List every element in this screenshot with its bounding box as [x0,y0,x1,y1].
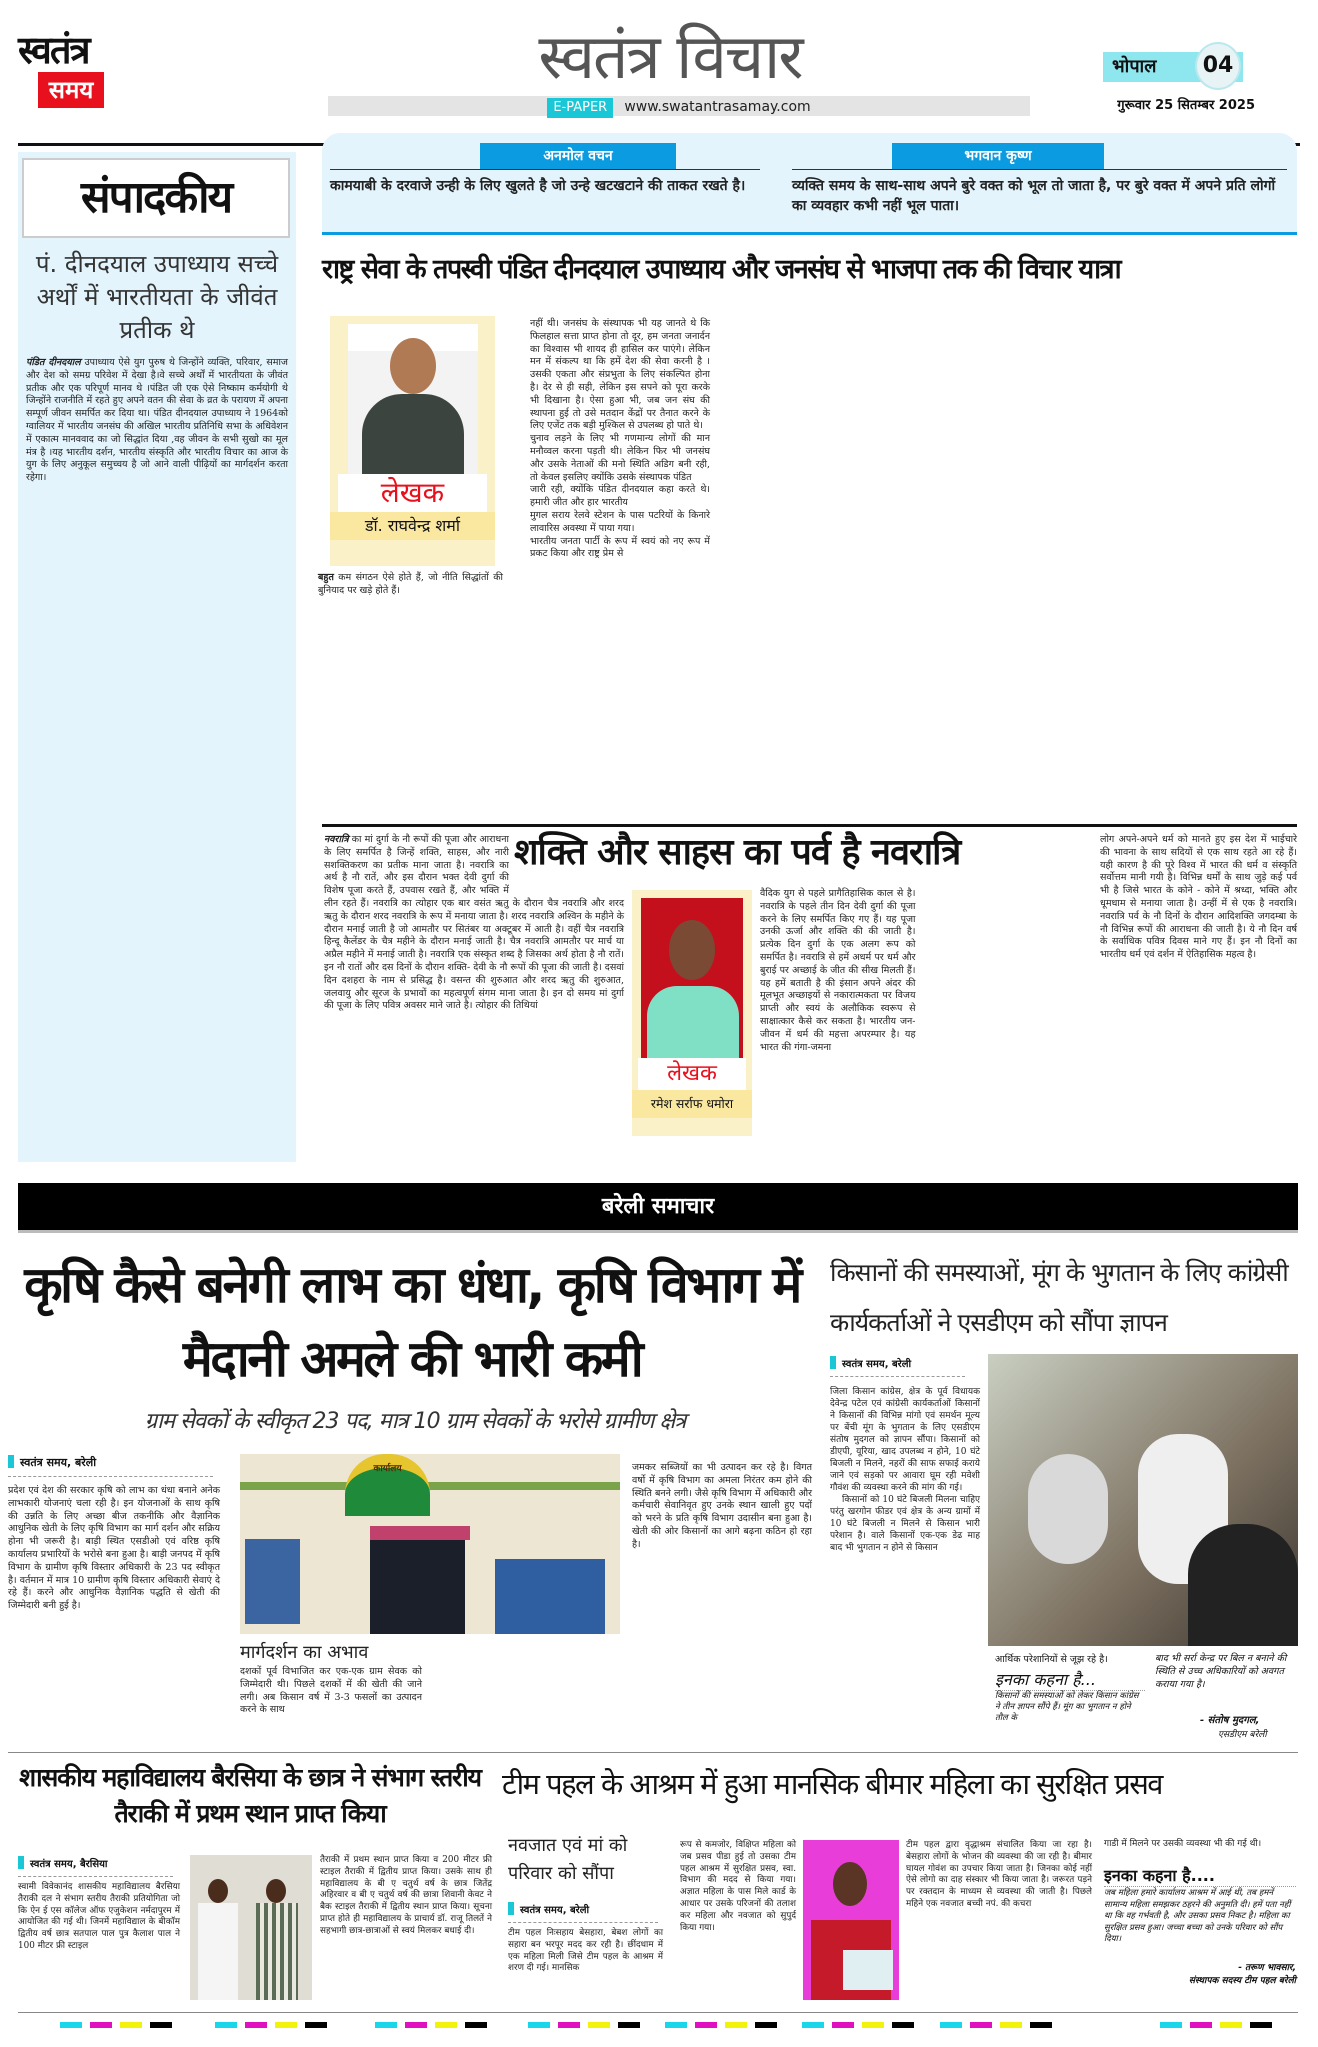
city: भोपाल [1112,56,1157,77]
main-paragraph: मुगल सराय रेलवे स्टेशन के पास पटरियों के किनारे लावारिस अवस्था में पाया गया। [530,509,710,534]
author-name: डॉ. राघवेन्द्र शर्मा [330,512,495,540]
navratri-para: वैदिक युग से पहले प्रागैतिहासिक काल से है। नवरात्रि के पहले तीन दिन देवी दुर्गा की पूजा करने के लिए समर्पित किए गए हैं। यह पूजा उनकी ऊर्जा और शक्ति की की जाती है। प्रत्येक दिन दुर्गा के एक अलग रूप को समर्पित है। नवरात्रि से हमें अधर्म पर धर्म और बुराई पर अच्छाई के जीत की सीख मिलती हैं। यह हमें बताती है की इंसान अपने अंदर की मूलभूत अच्छाइयों से नकारात्मकता पर विजय प्राप्ती और स्वयं के अलौकिक स्वरूप से साक्षात्कार कैसे कर सकता है। भारतीय जन-जीवन में धर्म की महत्ता अपरम्पार है। यह भारत की गंगा-जमना [760,888,916,1053]
krishi-para: प्रदेश एवं देश की सरकार कृषि को लाभ का धंधा बनाने अनेक लाभकारी योजनाएं चला रही है। इन योजनाओं के साथ कृषि की उन्नति के लिए अच्छा बीज तकनीकि और वैज्ञानिक आधुनिक खेती के लिए कृषि विभाग का मार्ग दर्शन और सक्रिय होना भी जरूरी है। बाड़ी स्थित एसडीओ एवं वरिष्ठ कृषि कार्यालय प्रभारियों के भरोसे बना हुआ है। बाड़ी जनपद में कृषि विभाग के ग्रामीण कृषि विस्तार अधिकारी के 23 पद स्वीकृत है। वर्तमान में मात्र 10 ग्रामीण कृषि विस्तार अधिकारी सेवाएं दे रहे हैं। करने और आधुनिक वैज्ञानिक पद्धति से खेती की जिम्मेदारी बनी हुई है। [8,1485,220,1612]
section-band [18,1183,1298,1233]
section-title: स्वतंत्र विचार [538,20,802,93]
color-bar [215,2022,327,2028]
college-photo [190,1855,312,2000]
main-article-col1 [318,572,503,598]
navratri-author-box [632,890,752,1136]
color-bar [528,2022,640,2028]
pahal-quote-text: जब महिला हमारे कार्यालय आश्रम में आई थी, तब हमनें सामान्य महिला समझकर ठहरने की अनुमति दी। हमें पता नहीं था कि वह गर्भवती है, और उसका प्रसव निकट है। महिला का सुरक्षित प्रसव हुआ। जच्चा बच्चा को उनके परिवार को सौंप दिया। [1104,1888,1291,1944]
logo [18,28,108,123]
editorial-paragraph: उपाध्याय ऐसे युग पुरुष थे जिन्होंने व्यक्ति, परिवार, समाज और देश को समग्र परिवेश में देखा है।वे सच्चे अर्थों में भारतीयता के जीवंत प्रतीक और एक परिपूर्ण मानव थे ।पंडित जी एक ऐसे निष्काम कर्मयोगी थे जिन्होंने राजनीति में रहते हुए अपने वतन की सेवा के व्रत के परायण में अपना सम्पूर्ण जीवन समर्पित कर दिया था। पंडित दीनदयाल उपाध्याय ने 1964को ग्वालियर में भारतीय जनसंघ की अखिल भारतीय प्रतिनिधि सभा के अधिवेशन में एकात्म मानववाद का जो सिद्धांत दिया ,वह जीवन के सभी सुखो का मूल मंत्र है ।यह भारतीय दर्शन, भारतीय संस्कृति और भारतीय विचार का आज के युग के लिए अनुकूल समुच्चय है जो आने वाली पीढ़ियों का मार्गदर्शन करता रहेगा। [26,357,288,484]
pahal-byline: स्वतंत्र समय, बरेली [508,1902,658,1923]
navratri-col3 [760,888,1085,1146]
kisan-caption-left: आर्थिक परेशानियों से जूझ रहे है। [995,1654,1108,1665]
pahal-headline: टीम पहल के आश्रम में हुआ मानसिक बीमार महिला का सुरक्षित प्रसव [502,1767,1162,1801]
editorial-body [26,357,288,485]
color-bar [375,2022,487,2028]
kisan-caption-right: बाद भी सर्रा केन्द्र पर बिल न बनाने की स्थिति से उच्च अधिकारियों को अवगत कराया गया है। [1155,1653,1287,1690]
navratri-para: का मां दुर्गा के नौ रूपों की पूजा और आराधना के लिए समर्पित है जिन्हें शक्ति, साहस, और नारी सशक्तिकरण का प्रतीक माना जाता है। नवरात्रि का अर्थ है नौ रातें, और इस दौरान भक्त देवी दुर्गा की विशेष पूजा करते हैं, उपवास रखते हैं, और भक्ति में लीन रहते हैं। नवरात्रि का त्योहार एक बार वसंत ऋतु के दौरान चैत्र नवरात्रि और शरद ऋतु के दौरान शरद नवरात्रि के रूप में मनाया जाता है। शरद नवरात्रि अश्विन के महीने के दौरान मनाई जाती है जो आमतौर पर सितंबर या अक्टूबर में आती है। वहीं चैत्र नवरात्रि हिन्दू कैलेंडर के चैत्र महीने के दौरान मनाई जाती है। चैत्र नवरात्रि आमतौर पर मार्च या अप्रैल महीने में मनाई जाती है। नवरात्रि एक संस्कृत शब्द है जिसका अर्थ होता है नौ रातें। इन नौ रातों और दस दिनों के दौरान शक्ति- देवी के नौ रूपों की पूजा की जाती है। दसवां दिन दशहरा के नाम से प्रसिद्ध है। वसन्त की शुरुआत और शरद ऋतु की शुरुआत, जलवायु और सूरज के प्रभावों का महत्वपूर्ण संगम माना जाता है। इन दो समय मां दुर्गा की पूजा के लिए पवित्र अवसर माने जाते है। त्योहार की तिथियां [324,834,624,1012]
quote-title-2: भगवान कृष्ण [892,143,1104,169]
kisan-quote-role: एसडीएम बरेली [1218,1730,1267,1740]
footer-rule [18,2012,1298,2013]
pahal-col3 [906,1840,1092,1911]
quote-title-1: अनमोल वचन [480,143,676,169]
pahal-para: टीम पहल द्वारा वृद्धाश्रम संचालित किया जा रहा है। बेसहारा लोगों के भोजन की व्यवस्था की जा रही है। बीमार घायल गोवंश का उपचार किया जाता है। जिनका कोई नहीं ऐसे लोगो का दाह संस्कार भी किया जाता है। जरूरत पड़ने पर रक्तदान के माध्यम से व्यवस्था की जाती है। पिछले महिने एक नवजात बच्ची नपं. की कचरा [906,1840,1092,1909]
main-lead: बहुत [318,572,334,583]
color-bar [940,2022,1052,2028]
editorial-lead: पंडित दीनदयाल [26,357,81,368]
editorial-label-box [22,158,290,238]
epaper-bar [328,96,1030,116]
quote-block-1 [330,143,760,196]
navratri-col4 [1100,834,1297,962]
college-byline: स्वतंत्र समय, बैरसिया [18,1856,173,1877]
krishi-inner-subhead: मार्गदर्शन का अभाव [240,1642,369,1663]
kisan-quote-author: - संतोष मुदगल, [1200,1715,1260,1726]
epaper-label: E-PAPER [547,98,613,118]
main-article-body [530,318,1298,818]
pahal-subhead: नवजात एवं मां को परिवार को सौंपा [508,1835,628,1884]
quote-text-2: व्यक्ति समय के साथ-साथ अपने बुरे वक्त को भूल तो जाता है, पर बुरे वक्त में अपने प्रति लोगों का व्यवहार कभी नहीं भूल पाता। [792,169,1287,216]
pahal-para: गाडी में मिलने पर उसकी व्यवस्था भी की गई थी। [1104,1839,1262,1849]
color-bar [1160,2022,1272,2028]
navratri-author-name: रमेश सर्राफ धमोरा [632,1090,752,1118]
main-paragraph: कम संगठन ऐसे होते हैं, जो नीति सिद्धांतों की बुनियाद पर खड़े होते हैं। [318,572,503,596]
krishi-col3 [632,1462,812,1552]
college-para: तैराकी में प्रथम स्थान प्राप्त किया व 200 मीटर फ्री स्टाइल तैराकी में द्वितीय प्राप्त किया। उसके साथ ही महाविद्यालय के बी ए चतुर्थ वर्ष के छात्र जितेंद्र अहिरवार व बी ए चतुर्थ वर्ष की छात्रा शिवानी केवट ने बैक स्टाइल तैराकी में द्वितीय स्थान प्राप्त किया। सूचना प्राप्त होते ही महाविद्यालय के प्राचार्य डॉ. राजू तिलतें ने सहभागी छात्र-छात्राओं से स्वयं मिलकर बधाई दी। [320,1855,492,1936]
pahal-col4 [1104,1838,1296,1850]
color-bar [60,2022,172,2028]
quote-block-2 [792,143,1287,216]
krishi-headline: कृषि कैसे बनेगी लाभ का धंधा, कृषि विभाग में मैदानी अमले की भारी कमी [24,1256,800,1388]
author-label: लेखक [338,474,487,512]
krishi-byline: स्वतंत्र समय, बरेली [8,1455,213,1477]
color-bar [802,2022,914,2028]
college-headline: शासकीय महाविद्यालय बैरसिया के छात्र ने संभाग स्तरीय तैराकी में प्रथम स्थान प्राप्त किया [19,1763,481,1828]
main-paragraph: चुनाव लड़ने के लिए भी गणमान्य लोगों की मान मनौव्वल करना पड़ती थी। लेकिन फिर भी जनसंघ और उसके नेताओं की मनो स्थिति अडिग बनी रही, तो केवल इसलिए क्योंकि उसके संस्थापक पंडित [530,433,710,483]
pahal-quote-title: इनका कहना है.... [1104,1864,1296,1887]
pahal-photo [803,1840,899,2000]
logo-bottom: समय [38,72,104,108]
kisan-photo [988,1354,1298,1646]
main-paragraph: नहीं थी। जनसंघ के संस्थापक भी यह जानते थे कि फिलहाल सत्ता प्राप्त होना तो दूर, हम जनता जनार्दन का विश्वास भी शायद ही हासिल कर पाएंगे। लेकिन मन में संकल्प था कि हमें देश की सेवा करनी है । उसकी एकता और संप्रभुता के लिए संकल्पित होना है। देर से ही सही, लेकिन इस सपने को पूरा करके भी दिखाना है। ऐसा हुआ भी, जब जन संघ की स्थापना हुई तो उसे मतदान केंद्रों पर तैनात करने के लिए एजेंट तक बड़ी मुश्किल से उपलब्ध हो पाते थे। [530,318,710,432]
krishi-col1 [8,1485,220,1613]
pahal-quote-author: - तरूण भावसार, [1238,1963,1296,1973]
kisan-byline: स्वतंत्र समय, बरेली [830,1356,965,1377]
kisan-quote-title: इनका कहना है... [995,1668,1145,1691]
main-paragraph: भारतीय जनता पार्टी के रूप में स्वयं को नए रूप में प्रकट किया और राष्ट्र प्रेम से [530,535,710,560]
quotes-band [322,133,1297,235]
author-photo-box [330,316,495,566]
editorial-sidebar [18,152,296,1162]
section-band-title: बरेली समाचार [601,1194,715,1219]
kisan-para: किसानों को 10 घंटे बिजली मिलना चाहिए परंतु खरगोन फीडर एवं क्षेत्र के अन्य ग्रामों में 10 घंटे बिजली न मिलने से किसान भारी परेशान है। वाले किसानों एक-एक डेढ माह बाद भी भुगतान न होने से किसान [830,1495,980,1553]
main-paragraph: जारी रही, क्योंकि पंडित दीनदयाल कहा करते थे। हमारी जीत और हार भारतीय [530,484,710,509]
pahal-quote-role: संस्थापक सदस्य टीम पहल बरेली [1188,1976,1296,1986]
college-col2 [320,1855,492,1938]
krishi-para: जमकर सब्जियों का भी उत्पादन कर रहे है। विगत वर्षो में कृषि विभाग का अमला निरंतर कम होने की स्थिति बनने लगी। जैसे कृषि विभाग में अधिकारी और कर्मचारी सेवानिवृत हुए उनके स्थान खाली हुए पदों को भरने के प्रति कृषि विभाग उदासीन बना हुआ है। खेती की ओर किसानों का आगे बढ़ना कठिन हो रहा है। [632,1462,812,1550]
editorial-subhead: पं. दीनदयाल उपाध्याय सच्चे अर्थों में भारतीयता के जीवंत प्रतीक थे [35,250,279,344]
kisan-para: जिला किसान कांग्रेस, क्षेत्र के पूर्व विधायक देवेन्द्र पटेल एवं कांग्रेसी कार्यकर्ताओं किसानों ने किसानों की विभिन्न मांगो एवं समर्थन मूल्य पर बेंची मूंग के भुगतान के लिए एसडीएम संतोष मुदगल को ज्ञापन सौंपा। किसानों को डीएपी, यूरिया, खाद उपलब्ध न होने, 10 घंटे बिजली न मिलने, नहरों की साफ सफाई कराये जाने एवं सड़को पर आवारा घूम रही मवेशी गौवंश की व्यवस्था करने की मांग की गई। [830,1387,980,1493]
navratri-author-photo [641,898,743,1058]
college-para: स्वामी विवेकानंद शासकीय महाविद्यालय बैरसिया तैराकी दल ने संभाग स्तरीय तैराकी प्रतियोगिता जो कि ऐन ई एस कॉलेज ऑफ एजुकेशन नर्मदापुरम में आयोजित की गई थी। जिनमें महाविद्याल के बीकॉम द्वितीय वर्ष छात्र सतपाल पाल पुत्र कैलाश पाल ने 100 मीटर फ्री स्टाइल [18,1882,180,1951]
navratri-author-label: लेखक [638,1058,746,1090]
color-bar [665,2022,777,2028]
website-link[interactable]: www.swatantrasamay.com [624,99,811,115]
logo-top: स्वतंत्र [18,28,89,72]
navratri-para: लोग अपने-अपने धर्म को मानते हुए इस देश में भाईचारे की भावना के साथ सदियों से एक साथ रहते आ रहे हैं। यही कारण है की पूरे विश्व में भारत की धर्म व संस्कृति सर्वोत्तम मानी गयी है। विभिन्न धर्मों के साथ जुड़े कई पर्व भी है जिसे भारत के कोने - कोने में श्रध्दा, भक्ति और धूमधाम से मनाया जाता है। उन्हीं में से एक है नवरात्रि। नवरात्रि पर्व के नौ दिनों के दौरान आदिशक्ति जगदम्बा के नौ विभिन्न रूपों की आराधना की जाती है। ये नौ दिन वर्ष के सर्वाधिक पवित्र दिवस माने गए हैं। इन नौ दिनों का भारतीय धर्म एवं दर्शन में ऐतिहासिक महत्व है। [1100,834,1297,961]
college-col1 [18,1882,180,1953]
krishi-para: दशकों पूर्व विभाजित कर एक-एक ग्राम सेवक को जिम्मेदारी थी। पिछले दशकों में की खेती की जाने लगी। अब किसान वर्ष में 3-3 फसलों का उत्पादन करने के साथ [240,1666,422,1716]
krishi-photo-sign: कार्यालय [373,1464,402,1474]
navratri-rule [322,824,1297,827]
pahal-para: रूप से कमजोर, विक्षिप्त महिला को जब प्रसव पीडा हुई तो उसका टीम पहल आश्रम में सुरक्षित प्रसव, स्वा. विभाग की मदद से किया गया। अज्ञात महिला के पास मिले कार्ड के आधार पर उसके परिजनों की तलाश कर महिला और नवजात को सुपुर्द किया गया। [680,1840,796,1933]
quote-text-1: कामयाबी के दरवाजे उन्ही के लिए खुलते है जो उन्हे खटखटाने की ताकत रखते है। [330,169,760,196]
kisan-quote-text: किसानों की समस्याओं को लेकर किसान कांग्रेस ने तीन ज्ञापन सौंपे हैं। मूंग का भुगतान न होने तौल के [995,1691,1139,1723]
issue-date: गुरूवार 25 सितम्बर 2025 [1117,98,1255,113]
navratri-headline: शक्ति और साहस का पर्व है नवरात्रि [514,832,961,873]
masthead [0,0,1318,150]
pahal-col1 [508,1928,663,1975]
krishi-subhead: ग्राम सेवकों के स्वीकृत 23 पद, मात्र 10 ग्राम सेवकों के भरोसे ग्रामीण क्षेत्र [144,1409,686,1434]
krishi-photo [240,1454,620,1634]
bottom-rule [8,1752,1298,1753]
pahal-para: टीम पहल निःसहाय बेसहारा, बेबश लोगों का सहारा बन भरपूर मदद कर रही है। छींदधाम में एक महिला मिली जिसे टीम पहल के आश्रम में शरण दी गई। मानसिक [508,1928,663,1974]
editorial-label: संपादकीय [80,172,232,223]
navratri-lead: नवरात्रि [324,834,349,845]
krishi-col-below [240,1666,620,1748]
kisan-headline: किसानों की समस्याओं, मूंग के भुगतान के लिए कांग्रेसी कार्यकर्ताओं ने एसडीएम को सौंपा ज्ञापन [830,1258,1288,1337]
main-headline: राष्ट्र सेवा के तपस्वी पंडित दीनदयाल उपाध्याय और जनसंघ से भाजपा तक की विचार यात्रा [322,254,1121,285]
pahal-col2 [680,1840,796,1934]
author-photo [348,324,478,474]
page-number: 04 [1195,42,1241,90]
kisan-body [830,1386,980,1554]
